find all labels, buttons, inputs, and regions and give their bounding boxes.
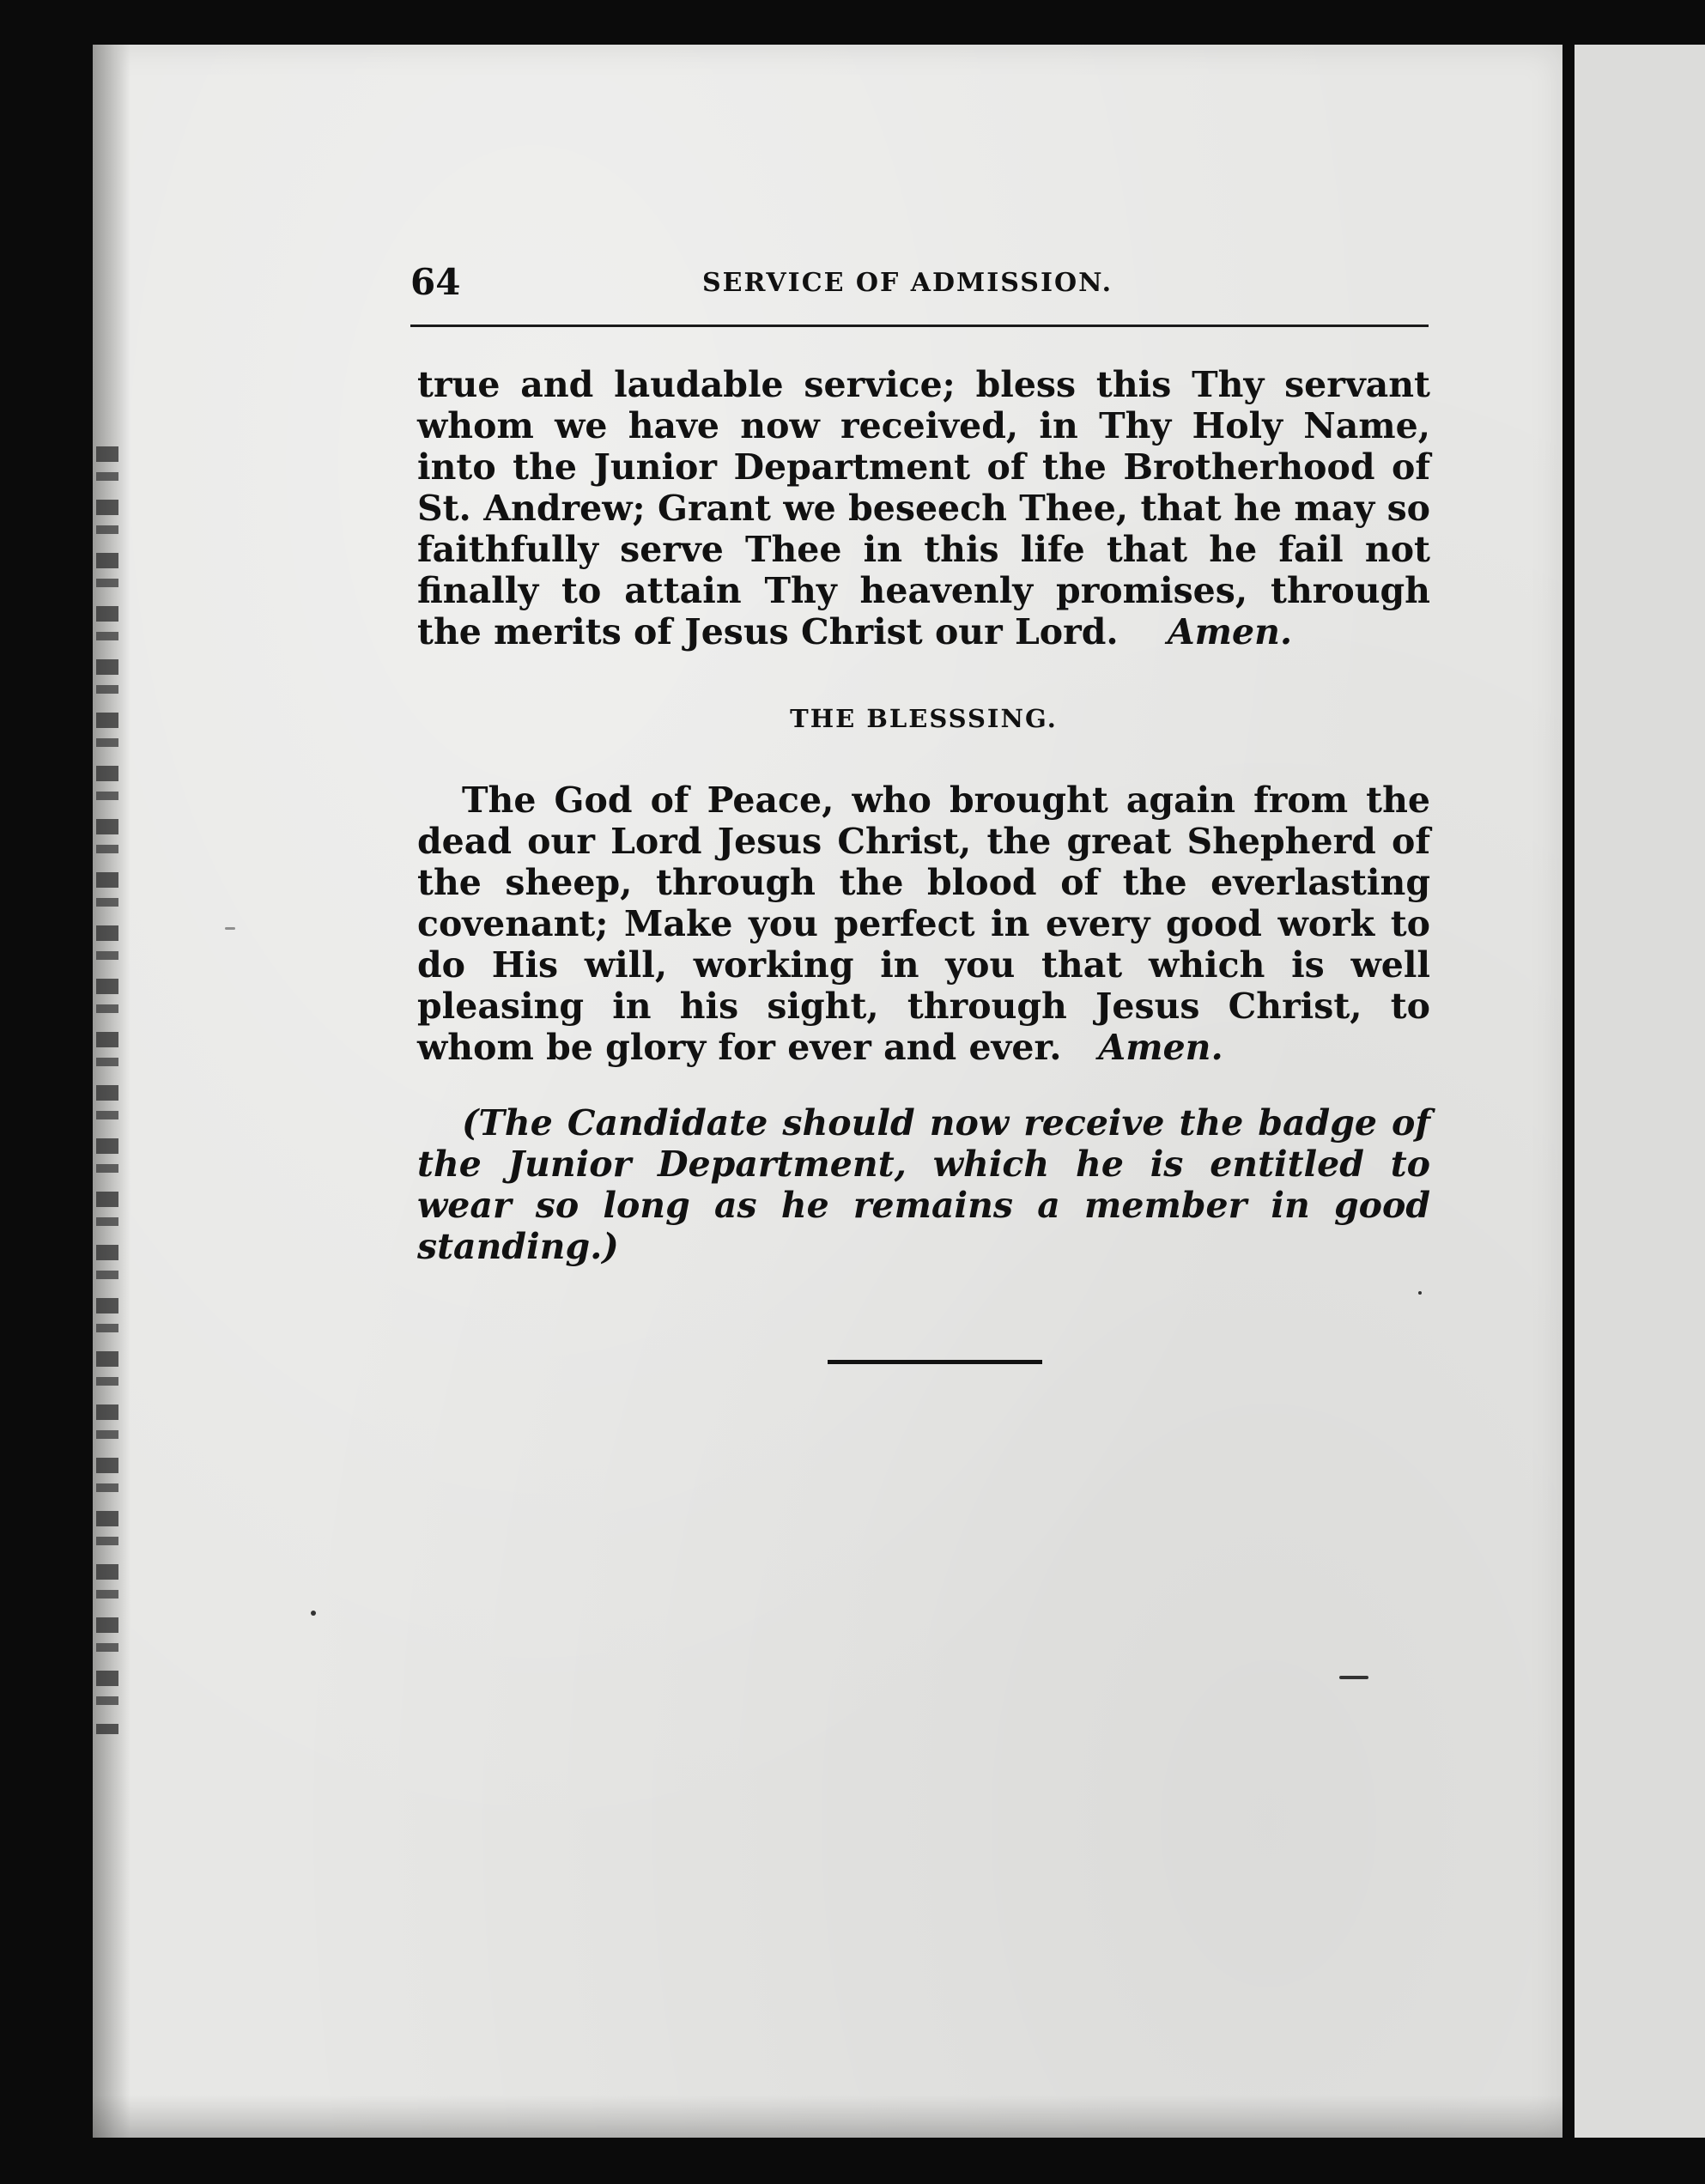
paper-speck [1339,1676,1368,1679]
adjacent-page-edge [1575,45,1705,2138]
header-rule [410,325,1429,327]
prayer-amen: Amen. [1167,611,1293,652]
prayer-paragraph [417,364,1430,652]
page-number: 64 [410,261,461,303]
blessing-amen: Amen. [1098,1027,1223,1068]
end-of-section-rule [828,1360,1042,1364]
blessing-text: The God of Peace, who brought again from the dead our Lord Jesus Christ, the great Shepherd of the sheep, through the blood of the everlasting covenant; Make you perfect in every good work to do His will, working in you that which is well pleasing in his sight, through Jesus Christ, to whom be glory for ever and ever. [417,780,1430,1068]
blessing-paragraph [417,780,1430,1068]
running-title: SERVICE OF ADMISSION. [702,268,1113,298]
prayer-paragraph-block [417,364,1430,652]
paper-speck [225,927,235,930]
book-page [93,45,1562,2138]
rubric-paragraph-block [417,1102,1430,1267]
paper-speck [1418,1291,1422,1295]
rubric-paragraph: (The Candidate should now receive the badge of the Junior Department, which he is entitled to wear so long as he remains a member in good standing.) [417,1102,1430,1267]
blessing-heading: THE BLESSSING. [790,704,1058,733]
prayer-text: true and laudable service; bless this Thy servant whom we have now received, in Thy Holy Name, into the Junior Department of the Brotherhood of St. Andrew; Grant we beseech Thee, that he may so faithfully serve Thee in this life that he fail not finally to attain Thy heavenly promises, through the merits of Jesus Christ our Lord. [417,364,1430,652]
running-header [410,256,1429,316]
blessing-paragraph-block [417,780,1430,1068]
paper-speck [311,1611,316,1616]
page-gutter [1562,34,1575,2150]
binding-stitch-marks [96,446,118,1734]
page-bottom-shadow [93,2095,1562,2138]
